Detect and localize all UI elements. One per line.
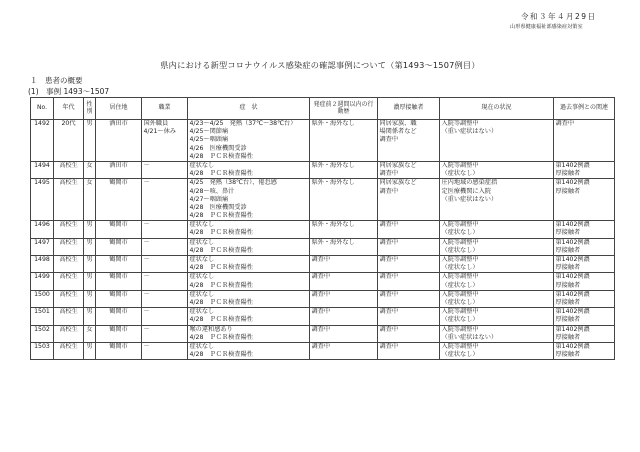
table-row bbox=[31, 221, 615, 238]
symptoms-line: 4/28 ＰＣＲ検査陽性 bbox=[189, 351, 253, 359]
case-relation-cell bbox=[554, 221, 615, 238]
symptoms-line: 4/28 ＰＣＲ検査陽性 bbox=[189, 298, 253, 306]
close-contacts-cell bbox=[378, 238, 440, 255]
travel-history-cell bbox=[310, 325, 378, 342]
current-status-line: （症状なし） bbox=[441, 229, 479, 237]
travel-history-line: 調査中 bbox=[311, 308, 331, 316]
table-row bbox=[31, 325, 615, 342]
table-row bbox=[31, 256, 615, 273]
table-row bbox=[31, 273, 615, 290]
case-relation-cell bbox=[554, 308, 615, 325]
residence-cell: 鶴岡市 bbox=[96, 308, 142, 325]
symptoms-cell bbox=[188, 221, 310, 238]
case-number-cell: 1496 bbox=[31, 221, 54, 238]
issuing-department: 山形県健康福祉部感染症対策室 bbox=[510, 24, 583, 30]
close-contacts-cell bbox=[378, 120, 440, 162]
current-status-cell bbox=[440, 120, 554, 162]
close-contacts-cell bbox=[378, 308, 440, 325]
header-occupation: 職業 bbox=[142, 98, 188, 120]
current-status-cell bbox=[440, 256, 554, 273]
close-contacts-line: 同居家族など bbox=[379, 179, 417, 187]
travel-history-cell bbox=[310, 221, 378, 238]
travel-history-line: 県外・海外なし bbox=[311, 120, 355, 127]
residence-cell: 酒田市 bbox=[96, 161, 142, 178]
residence-cell: 鶴岡市 bbox=[96, 325, 142, 342]
symptoms-cell bbox=[188, 256, 310, 273]
close-contacts-cell bbox=[378, 221, 440, 238]
current-status-line: （症状なし） bbox=[441, 316, 479, 324]
travel-history-line: 調査中 bbox=[311, 256, 331, 263]
symptoms-line: 症状なし bbox=[189, 273, 215, 281]
residence-cell: 鶴岡市 bbox=[96, 342, 142, 359]
close-contacts-line: 調査中 bbox=[379, 170, 399, 178]
close-contacts-line: 調査中 bbox=[379, 273, 399, 281]
table-row bbox=[31, 238, 615, 255]
travel-history-cell bbox=[310, 256, 378, 273]
current-status-cell bbox=[440, 325, 554, 342]
case-relation-line: 厚接触者 bbox=[555, 281, 581, 289]
symptoms-line: 4/27～咽頭痛 bbox=[189, 195, 229, 203]
case-relation-line: 厚接触者 bbox=[555, 316, 581, 324]
close-contacts-line: 調査中 bbox=[379, 290, 399, 298]
symptoms-line: 症状なし bbox=[189, 238, 215, 246]
current-status-line: （症状なし） bbox=[441, 264, 479, 272]
case-number-cell: 1500 bbox=[31, 290, 54, 307]
sex-cell: 男 bbox=[84, 290, 96, 307]
travel-history-cell bbox=[310, 273, 378, 290]
symptoms-line: 4/28 ＰＣＲ検査陽性 bbox=[189, 316, 253, 324]
current-status-line: 入院等調整中 bbox=[441, 238, 479, 246]
header-status: 現在の状況 bbox=[440, 98, 554, 120]
case-relation-cell bbox=[554, 290, 615, 307]
symptoms-line: 4/28～咳、鼻汁 bbox=[189, 187, 235, 195]
current-status-line: 入院等調整中 bbox=[441, 256, 479, 263]
current-status-line: （症状なし） bbox=[441, 351, 479, 359]
case-relation-cell bbox=[554, 273, 615, 290]
travel-history-cell bbox=[310, 238, 378, 255]
symptoms-line: 症状なし bbox=[189, 308, 215, 316]
residence-cell: 酒田市 bbox=[96, 120, 142, 162]
case-number-cell: 1498 bbox=[31, 256, 54, 273]
header-contacts: 濃厚接触者 bbox=[378, 98, 440, 120]
age-group-cell: 高校生 bbox=[54, 221, 84, 238]
symptoms-line: 喉の違和感あり bbox=[189, 325, 233, 333]
case-table bbox=[30, 97, 615, 360]
close-contacts-cell bbox=[378, 161, 440, 178]
age-group-cell: 高校生 bbox=[54, 161, 84, 178]
symptoms-cell bbox=[188, 238, 310, 255]
age-group-cell: 高校生 bbox=[54, 238, 84, 255]
current-status-cell bbox=[440, 342, 554, 359]
current-status-line: 入院等調整中 bbox=[441, 342, 479, 350]
symptoms-line: 4/28 ＰＣＲ検査陽性 bbox=[189, 333, 253, 341]
age-group-cell: 高校生 bbox=[54, 308, 84, 325]
residence-cell: 鶴岡市 bbox=[96, 238, 142, 255]
case-relation-line: 第1402例濃 bbox=[555, 161, 590, 169]
document-title: 県内における新型コロナウイルス感染症の確認事例について（第1493～1507例目） bbox=[160, 60, 480, 70]
case-relation-line: 第1402例濃 bbox=[555, 238, 590, 246]
travel-history-cell bbox=[310, 290, 378, 307]
residence-cell: 鶴岡市 bbox=[96, 179, 142, 221]
table-row bbox=[31, 342, 615, 359]
residence-cell: 鶴岡市 bbox=[96, 221, 142, 238]
symptoms-cell bbox=[188, 308, 310, 325]
residence-cell: 鶴岡市 bbox=[96, 273, 142, 290]
close-contacts-line: 調査中 bbox=[379, 308, 399, 316]
occupation-line: 国外職員 bbox=[143, 120, 169, 127]
current-status-cell bbox=[440, 238, 554, 255]
case-relation-line: 第1402例濃 bbox=[555, 221, 590, 229]
current-status-line: 入院等調整中 bbox=[441, 221, 479, 229]
current-status-line: （症状なし） bbox=[441, 170, 479, 178]
symptoms-line: 4/25～関節痛 bbox=[189, 128, 229, 136]
occupation-cell bbox=[142, 221, 188, 238]
symptoms-cell bbox=[188, 120, 310, 162]
sex-cell: 男 bbox=[84, 221, 96, 238]
sub-heading: (1) 事例 1493～1507 bbox=[28, 87, 110, 96]
case-relation-line: 調査中 bbox=[555, 120, 575, 127]
case-number-cell: 1499 bbox=[31, 273, 54, 290]
header-relation: 過去事例との関連 bbox=[554, 98, 615, 120]
current-status-line: 定医療機関に入院 bbox=[441, 187, 491, 195]
occupation-cell bbox=[142, 238, 188, 255]
symptoms-line: 症状なし bbox=[189, 161, 215, 169]
sex-cell: 男 bbox=[84, 256, 96, 273]
current-status-line: （重い症状はない） bbox=[441, 195, 498, 203]
case-relation-cell bbox=[554, 238, 615, 255]
close-contacts-line: 調査中 bbox=[379, 221, 399, 229]
travel-history-cell bbox=[310, 342, 378, 359]
header-symptoms: 症 状 bbox=[188, 98, 310, 120]
symptoms-line: 4/23～4/25 発熱（37℃～38℃台） bbox=[189, 120, 297, 127]
case-relation-line: 厚接触者 bbox=[555, 246, 581, 254]
close-contacts-cell bbox=[378, 325, 440, 342]
occupation-cell bbox=[142, 273, 188, 290]
case-number-cell: 1494 bbox=[31, 161, 54, 178]
sex-cell: 男 bbox=[84, 120, 96, 162]
current-status-line: 入院等調整中 bbox=[441, 273, 479, 281]
close-contacts-line: 同居家族など bbox=[379, 161, 417, 169]
travel-history-cell bbox=[310, 161, 378, 178]
symptoms-cell bbox=[188, 290, 310, 307]
travel-history-cell bbox=[310, 120, 378, 162]
case-relation-line: 厚接触者 bbox=[555, 298, 581, 306]
close-contacts-line: 調査中 bbox=[379, 238, 399, 246]
case-relation-line: 第1402例濃 bbox=[555, 256, 590, 263]
current-status-line: 入院等調整中 bbox=[441, 325, 479, 333]
travel-history-line: 調査中 bbox=[311, 342, 331, 350]
symptoms-line: 4/28 医療機関受診 bbox=[189, 203, 247, 211]
occupation-cell bbox=[142, 342, 188, 359]
case-relation-line: 厚接触者 bbox=[555, 187, 581, 195]
case-relation-cell bbox=[554, 179, 615, 221]
symptoms-cell bbox=[188, 342, 310, 359]
close-contacts-line: 調査中 bbox=[379, 325, 399, 333]
occupation-line: － bbox=[143, 273, 150, 281]
case-relation-line: 厚接触者 bbox=[555, 351, 581, 359]
header-age: 年代 bbox=[54, 98, 84, 120]
close-contacts-cell bbox=[378, 342, 440, 359]
occupation-line: － bbox=[143, 342, 150, 350]
sex-cell: 男 bbox=[84, 273, 96, 290]
occupation-line: － bbox=[143, 325, 150, 333]
travel-history-cell bbox=[310, 179, 378, 221]
age-group-cell: 高校生 bbox=[54, 273, 84, 290]
symptoms-line: 4/28 ＰＣＲ検査陽性 bbox=[189, 229, 253, 237]
age-group-cell: 高校生 bbox=[54, 290, 84, 307]
occupation-cell bbox=[142, 325, 188, 342]
sex-cell: 女 bbox=[84, 161, 96, 178]
header-sex: 性別 bbox=[84, 98, 96, 120]
current-status-line: （重い症状はない） bbox=[441, 128, 498, 136]
sex-cell: 男 bbox=[84, 308, 96, 325]
case-relation-cell bbox=[554, 325, 615, 342]
occupation-cell bbox=[142, 120, 188, 162]
symptoms-line: 4/28 ＰＣＲ検査陽性 bbox=[189, 264, 253, 272]
current-status-cell bbox=[440, 290, 554, 307]
table-row bbox=[31, 161, 615, 178]
symptoms-line: 4/28 ＰＣＲ検査陽性 bbox=[189, 281, 253, 289]
symptoms-cell bbox=[188, 273, 310, 290]
close-contacts-line: 同居家族、職 bbox=[379, 120, 417, 127]
current-status-line: 入院等調整中 bbox=[441, 290, 479, 298]
case-relation-line: 厚接触者 bbox=[555, 333, 581, 341]
travel-history-line: 県外・海外なし bbox=[311, 161, 355, 169]
current-status-line: 庄内地域の感染症指 bbox=[441, 179, 498, 187]
sex-cell: 女 bbox=[84, 179, 96, 221]
occupation-line: 4/21～休み bbox=[143, 128, 176, 136]
header-residence: 居住地 bbox=[96, 98, 142, 120]
close-contacts-line: 場関係者など bbox=[379, 128, 417, 136]
case-relation-line: 第1402例濃 bbox=[555, 325, 590, 333]
current-status-cell bbox=[440, 161, 554, 178]
document-date: 令和３年４月29日 bbox=[521, 12, 597, 21]
travel-history-line: 県外・海外なし bbox=[311, 238, 355, 246]
table-row bbox=[31, 120, 615, 162]
sex-cell: 男 bbox=[84, 342, 96, 359]
symptoms-cell bbox=[188, 179, 310, 221]
sex-cell: 男 bbox=[84, 238, 96, 255]
section-heading: １ 患者の概要 bbox=[30, 76, 83, 85]
close-contacts-cell bbox=[378, 290, 440, 307]
occupation-line: － bbox=[143, 256, 150, 263]
case-number-cell: 1497 bbox=[31, 238, 54, 255]
symptoms-line: 症状なし bbox=[189, 342, 215, 350]
case-number-cell: 1501 bbox=[31, 308, 54, 325]
symptoms-line: 症状なし bbox=[189, 221, 215, 229]
current-status-cell bbox=[440, 179, 554, 221]
symptoms-line: 4/28 ＰＣＲ検査陽性 bbox=[189, 170, 253, 178]
residence-cell: 鶴岡市 bbox=[96, 290, 142, 307]
occupation-line: － bbox=[143, 308, 150, 316]
occupation-line: － bbox=[143, 161, 150, 169]
age-group-cell: 高校生 bbox=[54, 179, 84, 221]
close-contacts-cell bbox=[378, 179, 440, 221]
age-group-cell: 高校生 bbox=[54, 325, 84, 342]
current-status-cell bbox=[440, 273, 554, 290]
age-group-cell: 20代 bbox=[54, 120, 84, 162]
symptoms-line: 4/26 医療機関受診 bbox=[189, 144, 247, 152]
case-number-cell: 1502 bbox=[31, 325, 54, 342]
case-relation-cell bbox=[554, 161, 615, 178]
symptoms-line: 4/25 発熱（38℃台）、倦怠感 bbox=[189, 179, 277, 187]
current-status-line: （症状なし） bbox=[441, 298, 479, 306]
travel-history-line: 県外・海外なし bbox=[311, 221, 355, 229]
residence-cell: 鶴岡市 bbox=[96, 256, 142, 273]
age-group-cell: 高校生 bbox=[54, 256, 84, 273]
close-contacts-line: 調査中 bbox=[379, 342, 399, 350]
current-status-cell bbox=[440, 308, 554, 325]
case-relation-line: 第1402例濃 bbox=[555, 342, 590, 350]
case-rows bbox=[31, 120, 615, 360]
occupation-line: － bbox=[143, 290, 150, 298]
current-status-line: 入院等調整中 bbox=[441, 161, 479, 169]
case-relation-line: 厚接触者 bbox=[555, 229, 581, 237]
occupation-cell bbox=[142, 256, 188, 273]
symptoms-line: 4/28 ＰＣＲ検査陽性 bbox=[189, 212, 253, 220]
travel-history-line: 調査中 bbox=[311, 290, 331, 298]
symptoms-line: 4/28 ＰＣＲ検査陽性 bbox=[189, 152, 253, 160]
symptoms-line: 症状なし bbox=[189, 256, 215, 263]
case-relation-line: 厚接触者 bbox=[555, 264, 581, 272]
occupation-cell bbox=[142, 308, 188, 325]
case-relation-line: 第1402例濃 bbox=[555, 273, 590, 281]
current-status-line: （症状なし） bbox=[441, 281, 479, 289]
occupation-line: － bbox=[143, 238, 150, 246]
table-row bbox=[31, 308, 615, 325]
close-contacts-cell bbox=[378, 273, 440, 290]
occupation-cell bbox=[142, 290, 188, 307]
table-row bbox=[31, 290, 615, 307]
case-relation-line: 第1402例濃 bbox=[555, 179, 590, 187]
age-group-cell: 高校生 bbox=[54, 342, 84, 359]
current-status-line: 入院等調整中 bbox=[441, 308, 479, 316]
occupation-cell bbox=[142, 161, 188, 178]
close-contacts-line: 調査中 bbox=[379, 256, 399, 263]
close-contacts-line: 調査中 bbox=[379, 187, 399, 195]
header-travel: 発症前２週間以内の行動歴 bbox=[310, 98, 378, 120]
case-number-cell: 1503 bbox=[31, 342, 54, 359]
symptoms-cell bbox=[188, 161, 310, 178]
case-relation-cell bbox=[554, 256, 615, 273]
case-relation-line: 厚接触者 bbox=[555, 170, 581, 178]
case-relation-line: 第1402例濃 bbox=[555, 308, 590, 316]
travel-history-line: 調査中 bbox=[311, 325, 331, 333]
occupation-cell bbox=[142, 179, 188, 221]
symptoms-line: 4/25～咽頭痛 bbox=[189, 136, 229, 144]
symptoms-line: 4/28 ＰＣＲ検査陽性 bbox=[189, 246, 253, 254]
current-status-line: （重い症状はない） bbox=[441, 333, 498, 341]
case-relation-cell bbox=[554, 342, 615, 359]
travel-history-line: 県外・海外なし bbox=[311, 179, 355, 187]
table-row bbox=[31, 179, 615, 221]
occupation-line: － bbox=[143, 221, 150, 229]
sex-cell: 女 bbox=[84, 325, 96, 342]
case-number-cell: 1495 bbox=[31, 179, 54, 221]
case-relation-line: 第1402例濃 bbox=[555, 290, 590, 298]
current-status-cell bbox=[440, 221, 554, 238]
travel-history-line: 調査中 bbox=[311, 273, 331, 281]
travel-history-cell bbox=[310, 308, 378, 325]
symptoms-line: 症状なし bbox=[189, 290, 215, 298]
symptoms-cell bbox=[188, 325, 310, 342]
close-contacts-line: 調査中 bbox=[379, 136, 399, 144]
current-status-line: （症状なし） bbox=[441, 246, 479, 254]
case-relation-cell bbox=[554, 120, 615, 162]
current-status-line: 入院等調整中 bbox=[441, 120, 479, 127]
case-number-cell: 1492 bbox=[31, 120, 54, 162]
header-no: No. bbox=[31, 98, 54, 120]
close-contacts-cell bbox=[378, 256, 440, 273]
table-header-row bbox=[31, 98, 615, 120]
occupation-line: － bbox=[143, 179, 150, 187]
